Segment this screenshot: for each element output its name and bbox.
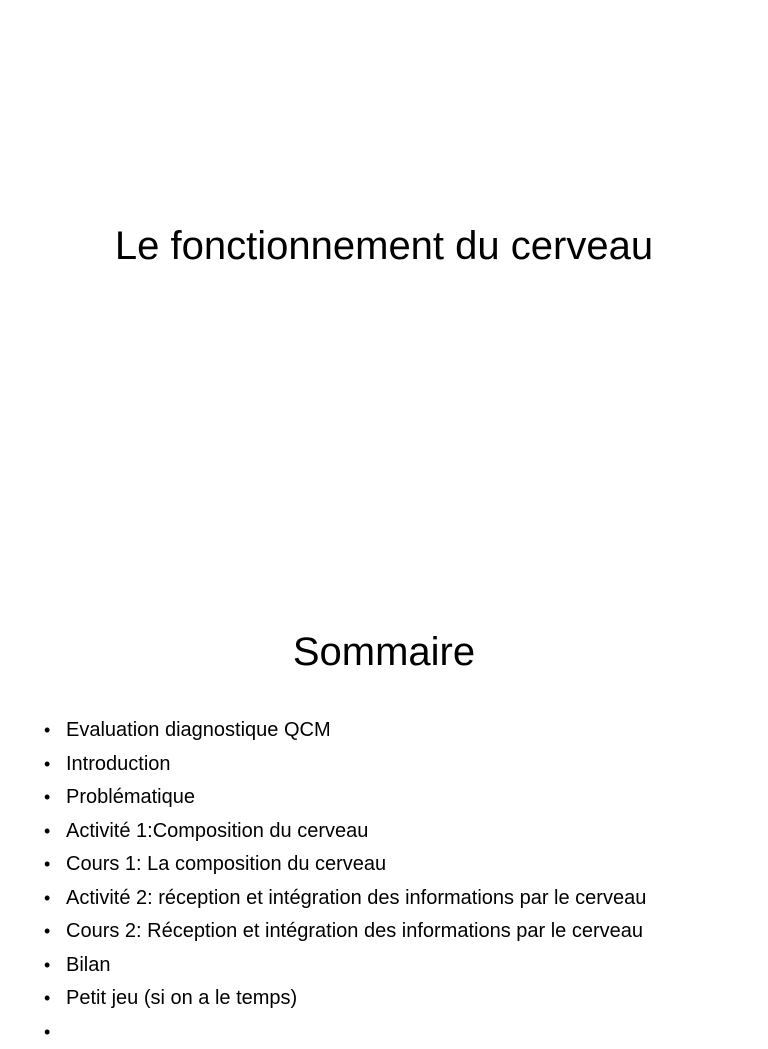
- bullet-icon: •: [44, 915, 50, 949]
- bullet-icon: •: [44, 781, 50, 815]
- list-item-text: Cours 2: Réception et intégration des informations par le cerveau: [66, 915, 643, 949]
- summary-title: Sommaire: [0, 628, 768, 676]
- list-item-text: Activité 2: réception et intégration des informations par le cerveau: [66, 882, 646, 916]
- list-item-text: Bilan: [66, 949, 110, 983]
- list-item-text: Cours 1: La composition du cerveau: [66, 848, 386, 882]
- bullet-icon: •: [44, 949, 50, 983]
- bullet-icon: •: [44, 815, 50, 849]
- list-item-text: Petit jeu (si on a le temps): [66, 982, 297, 1016]
- bullet-icon: •: [44, 714, 50, 748]
- list-item-text: Introduction: [66, 748, 171, 782]
- bullet-icon: •: [44, 848, 50, 882]
- list-item-text: Activité 1:Composition du cerveau: [66, 815, 368, 849]
- list-item-text: Evaluation diagnostique QCM: [66, 714, 331, 748]
- presentation-title: Le fonctionnement du cerveau: [0, 222, 768, 270]
- bullet-icon: •: [44, 1016, 50, 1049]
- bullet-icon: •: [44, 748, 50, 782]
- list-item-text: Problématique: [66, 781, 195, 815]
- bullet-icon: •: [44, 982, 50, 1016]
- summary-slide: [0, 576, 768, 1024]
- bullet-icon: •: [44, 882, 50, 916]
